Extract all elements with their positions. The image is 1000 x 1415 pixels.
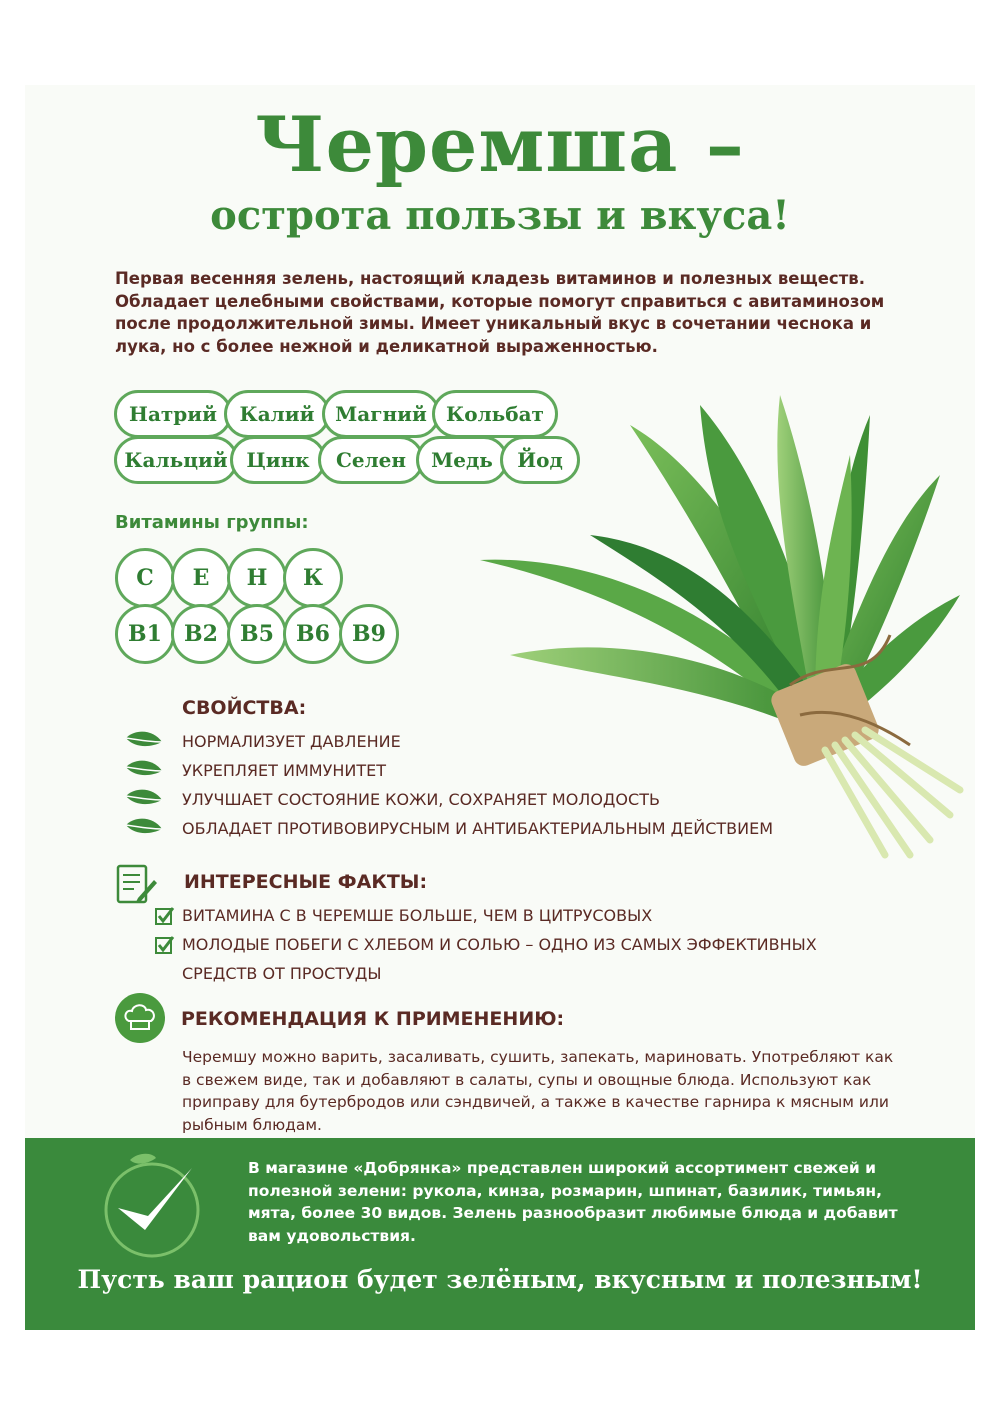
facts-title: ИНТЕРЕСНЫЕ ФАКТЫ: bbox=[184, 871, 428, 893]
vitamin-badge: В2 bbox=[171, 604, 231, 664]
vitamin-badge: Н bbox=[227, 548, 287, 608]
leaf-icon bbox=[124, 815, 164, 837]
vitamin-badge: В1 bbox=[115, 604, 175, 664]
banner-text: В магазине «Добрянка» представлен широкий ассортимент свежей и полезной зелени: рукола, кинза, розмарин, шпинат, базилик, тимьян, мята, более 30 видов. Зелень разнообразит любимые блюда и добавит вам удовольствия. bbox=[248, 1159, 898, 1245]
checkbox-icon bbox=[155, 935, 175, 955]
property-item: ОБЛАДАЕТ ПРОТИВОВИРУСНЫМ И АНТИБАКТЕРИАЛЬНЫМ ДЕЙСТВИЕМ bbox=[182, 819, 774, 838]
banner-slogan: Пусть ваш рацион будет зелёным, вкусным и полезным! bbox=[77, 1265, 923, 1294]
fact-item: ВИТАМИНА С В ЧЕРЕМШЕ БОЛЬШЕ, ЧЕМ В ЦИТРУСОВЫХ bbox=[182, 906, 653, 925]
vitamin-badge: В6 bbox=[283, 604, 343, 664]
property-item: НОРМАЛИЗУЕТ ДАВЛЕНИЕ bbox=[182, 732, 401, 751]
properties-title: СВОЙСТВА: bbox=[182, 697, 307, 719]
leaf-icon bbox=[124, 757, 164, 779]
vitamin-badge: В9 bbox=[339, 604, 399, 664]
mineral-pill: Медь bbox=[416, 436, 508, 484]
leaf-icon bbox=[124, 728, 164, 750]
leaf-icon bbox=[124, 786, 164, 808]
fact-item: СРЕДСТВ ОТ ПРОСТУДЫ bbox=[182, 964, 382, 983]
chef-hat-icon bbox=[115, 993, 165, 1043]
vitamin-badge: Е bbox=[171, 548, 231, 608]
page-subtitle: острота пользы и вкуса! bbox=[210, 192, 790, 239]
recommendation-text: Черемшу можно варить, засаливать, сушить, запекать, мариновать. Употребляют как в свежем виде, так и добавляют в салаты, супы и овощные блюда. Используют как приправу для бутербродов или сэндвичей, а также в качестве гарнира к мясным или рыбным блюдам. bbox=[182, 1048, 894, 1134]
mineral-pill: Селен bbox=[318, 436, 424, 484]
fact-item: МОЛОДЫЕ ПОБЕГИ С ХЛЕБОМ И СОЛЬЮ – ОДНО ИЗ САМЫХ ЭФФЕКТИВНЫХ bbox=[182, 935, 817, 954]
mineral-pill: Цинк bbox=[230, 436, 326, 484]
mineral-pill: Магний bbox=[322, 390, 440, 438]
vitamin-badge: В5 bbox=[227, 604, 287, 664]
vitamin-badge: С bbox=[115, 548, 175, 608]
mineral-pill: Кальций bbox=[114, 436, 238, 484]
mineral-pill: Калий bbox=[224, 390, 330, 438]
vitamins-title: Витамины группы: bbox=[115, 512, 309, 533]
mineral-pill: Кольбат bbox=[432, 390, 558, 438]
recommendation-title: РЕКОМЕНДАЦИЯ К ПРИМЕНЕНИЮ: bbox=[181, 1008, 565, 1030]
notepad-icon bbox=[114, 862, 158, 906]
checkbox-icon bbox=[155, 906, 175, 926]
mineral-pill: Йод bbox=[500, 436, 580, 484]
intro-text: Первая весенняя зелень, настоящий кладезь витаминов и полезных веществ. Обладает целебными свойствами, которые помогут справиться с авитаминозом после продолжительной зимы. Имеет уникальный вкус в сочетании чеснока и лука, но с более нежной и деликатной выраженностью. bbox=[115, 269, 885, 356]
property-item: УЛУЧШАЕТ СОСТОЯНИЕ КОЖИ, СОХРАНЯЕТ МОЛОДОСТЬ bbox=[182, 790, 660, 809]
vitamin-badge: К bbox=[283, 548, 343, 608]
page-title: Черемша – bbox=[255, 100, 745, 189]
property-item: УКРЕПЛЯЕТ ИММУНИТЕТ bbox=[182, 761, 386, 780]
mineral-pill: Натрий bbox=[114, 390, 232, 438]
checkmark-icon bbox=[100, 1148, 210, 1258]
